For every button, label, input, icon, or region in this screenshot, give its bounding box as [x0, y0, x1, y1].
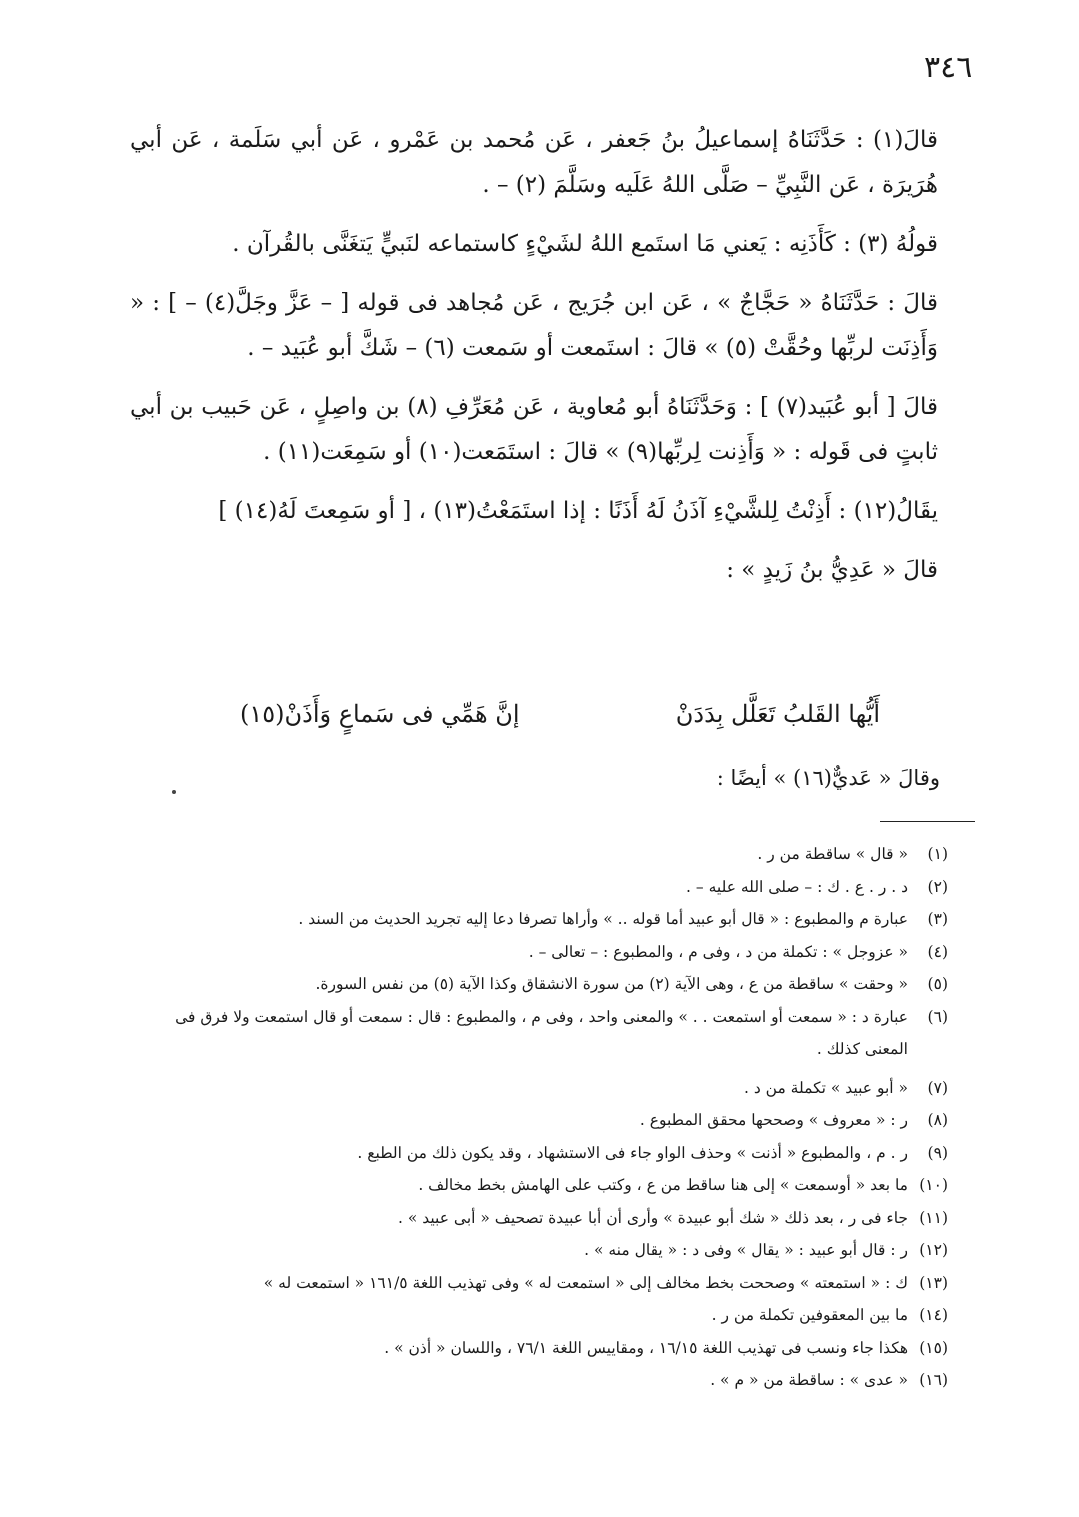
- footnote: [150, 1169, 948, 1202]
- footnote-number: (٩): [927, 1143, 948, 1162]
- footnote-number: (٢): [927, 877, 948, 896]
- paragraph-hadith-chain: قالَ(١) : حَدَّثَنَاهُ إسماعيلُ بنُ جَعفر ، عَن مُحمد بن عَمْرو ، عَن أبي سَلَمة ، عَن أبي هُرَيرَة ، عَن النَّبِيِّ – صَلَّى اللهُ عَلَيه وسَلَّمَ (٢) – .: [130, 127, 938, 198]
- footnote-text: ر . م ، والمطبوع « أذنت » وحذف الواو جاء فى الاستشهاد ، وقد يكون ذلك من الطبع .: [357, 1143, 908, 1162]
- footnote-text: ما بعد « أوسمعت » إلى هنا ساقط من ع ، وكتب على الهامش بخط مخالف .: [418, 1176, 908, 1194]
- footnote-text: « عدى » : ساقطة من « م » .: [710, 1371, 908, 1389]
- footnote-text: ك : « استمعته » وصححت بخط مخالف إلى « استمعت له » وفى تهذيب اللغة ١٦١/٥ « استمعت له »: [263, 1273, 908, 1292]
- paragraph-abu-ubayd: قالَ [ أبو عُبَيد(٧) ] : وَحَدَّثَنَاهُ أبو مُعاوية ، عَن مُعَرِّفِ (٨) بن واصِلٍ ، عَن حَبيب بن أبي ثابتٍ فى قَوله : « وَأَذِنت لِربِّها(٩) » قالَ : استَمَعت(١٠) أو سَمِعَت(١١) .: [130, 394, 939, 465]
- footnote-divider: [880, 821, 975, 822]
- footnote: [150, 1299, 948, 1332]
- footnote-text: د . ر . ع . ك : – صلى الله عليه – .: [686, 877, 908, 896]
- footnote-number: (٤): [927, 942, 948, 961]
- footnote-number: (٣): [927, 910, 948, 928]
- footnote-text: ر : قال أبو عبيد : « يقال » وفى د : « يقال منه » .: [584, 1241, 908, 1259]
- footnote: [150, 1332, 948, 1365]
- footnote: [150, 1267, 948, 1300]
- footnote-text: « وحقت » ساقطة من ع ، وهى الآية (٢) من سورة الانشقاق وكذا الآية (٥) من نفس السورة.: [315, 975, 908, 993]
- footnote: [150, 1001, 948, 1066]
- footnote: [150, 1072, 948, 1105]
- footnote-text: « أبو عبيد » تكملة من د .: [743, 1078, 908, 1097]
- paragraph-mujahid: قالَ : حَدَّثَنَاهُ « حَجَّاجٌ » ، عَن ابن جُرَيج ، عَن مُجاهد فى قوله [ – عَزَّ وجَلَّ(٤) – ] : « وَأَذِنَت لربِّها وحُقَّتْ (٥) » قالَ : استَمعت أو سَمعت (٦) – شَكَّ أبو عُبَيد – .: [130, 290, 938, 361]
- footnote: [150, 968, 948, 1001]
- poetry-verse: [240, 700, 880, 728]
- footnote-text: « عزوجل » : تكملة من د ، وفى م ، والمطبوع : – تعالى – .: [528, 942, 908, 961]
- footnote-text: ر : « معروف » وصححها محقق المطبوع .: [639, 1111, 908, 1129]
- footnote: [150, 1202, 948, 1235]
- footnote-number: (٦): [927, 1007, 948, 1026]
- footnote-number: (١): [927, 845, 948, 863]
- footnote-text: « قال » ساقطة من ر .: [757, 845, 908, 863]
- stray-ink-dot: [172, 790, 176, 794]
- footnote-number: (١٢): [919, 1241, 948, 1259]
- verse-second-hemistich: إنَّ هَمِّي فى سَماعٍ وَأَذَنْ(١٥): [240, 700, 520, 728]
- paragraph-poet-intro: قالَ « عَدِيُّ بنُ زَيدٍ » :: [726, 557, 938, 583]
- footnote-text: هكذا جاء ونسب فى تهذيب اللغة ١٦/١٥ ، ومقاييس اللغة ٧٦/١ ، واللسان « أذن » .: [384, 1338, 908, 1357]
- footnotes: [150, 838, 948, 1397]
- footnote: [150, 1137, 948, 1170]
- after-verse-line: وقالَ « عَديٌّ(١٦) » أيضًا :: [716, 766, 940, 790]
- footnote-text: عبارة م والمطبوع : « قال أبو عبيد أما قوله .. » وأراها تصرفا دعا إليه تجريد الحديث من السند .: [298, 910, 908, 928]
- footnote: [150, 871, 948, 904]
- footnote-text: عبارة د : « سمعت أو استمعت . . » والمعنى واحد ، وفى م ، والمطبوع : قال : سمعت أو قال استمعت ولا فرق فى المعنى كذلك .: [175, 1007, 908, 1058]
- paragraph-definition: يقَالُ(١٢) : أَذِنْتُ لِلشَّيْءِ آذَنُ لَهُ أَذَنًا : إذا استَمَعْتُ(١٣) ، [ أو سَمِعتَ لَهُ(١٤) ]: [218, 498, 938, 524]
- footnote-number: (١٣): [919, 1273, 948, 1292]
- footnote-number: (١٤): [919, 1306, 948, 1324]
- footnote-number: (١١): [919, 1208, 948, 1227]
- footnote: [150, 903, 948, 936]
- footnote-text: ما بين المعقوفين تكملة من ر .: [711, 1306, 908, 1324]
- page-number: ٣٤٦: [924, 50, 973, 85]
- footnote: [150, 1104, 948, 1137]
- footnote: [150, 936, 948, 969]
- paragraph-explanation: قولُهُ (٣) : كَأَذَنِه : يَعني مَا استَمع اللهُ لشَيْءٍ كاستماعه لنَبيٍّ يَتغَنَّى بالقُرآن .: [232, 231, 938, 257]
- footnote-number: (٥): [927, 975, 948, 993]
- footnote-number: (١٠): [919, 1176, 948, 1194]
- footnote-number: (٧): [927, 1078, 948, 1097]
- footnote-text: جاء فى ر ، بعد ذلك « شك أبو عبيدة » وأرى أن أبا عبيدة تصحيف « أبى عبيد » .: [397, 1208, 908, 1227]
- main-text: [130, 118, 938, 607]
- footnote: [150, 1364, 948, 1397]
- footnote-number: (١٥): [919, 1338, 948, 1357]
- footnote: [150, 838, 948, 871]
- footnote-number: (١٦): [919, 1371, 948, 1389]
- footnote-number: (٨): [927, 1111, 948, 1129]
- verse-first-hemistich: أَيُّها القَلبُ تَعَلَّل بِدَدَنْ: [675, 700, 880, 728]
- footnote: [150, 1234, 948, 1267]
